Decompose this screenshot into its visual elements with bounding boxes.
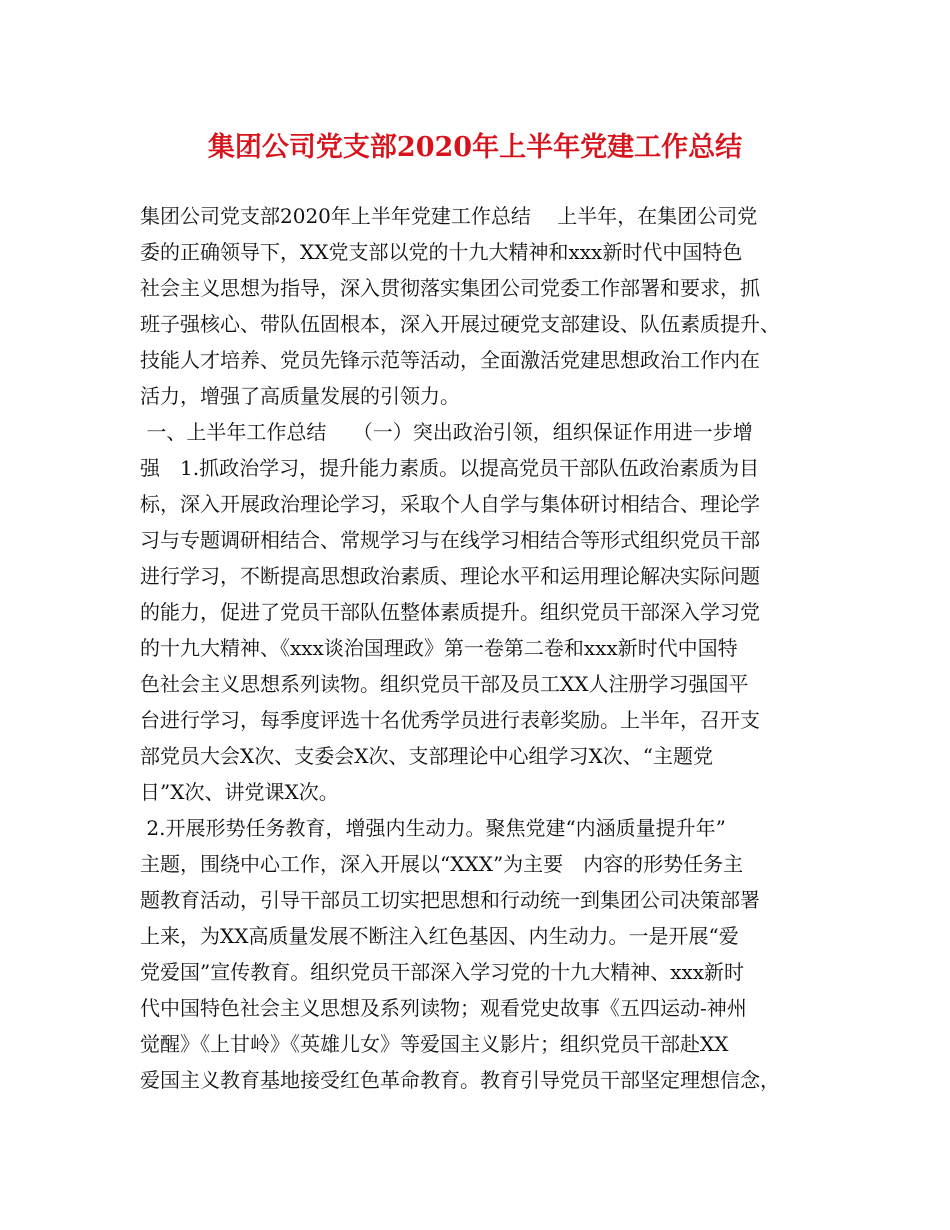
body-line: 党爱国”宣传教育。组织党员干部深入学习党的十九大精神、xxx新时 bbox=[140, 960, 745, 984]
body-line: 主题，围绕中心工作，深入开展以“XXX”为主要 内容的形势任务主 bbox=[140, 852, 744, 876]
body-line: 的能力，促进了党员干部队伍整体素质提升。组织党员干部深入学习党 bbox=[140, 600, 760, 624]
body-line: 班子强核心、带队伍固根本，深入开展过硬党支部建设、队伍素质提升、 bbox=[140, 312, 780, 336]
body-line: 代中国特色社会主义思想及系列读物；观看党史故事《五四运动-神州 bbox=[140, 996, 747, 1020]
body-line: 社会主义思想为指导，深入贯彻落实集团公司党委工作部署和要求，抓 bbox=[140, 276, 760, 300]
body-line: 强 1.抓政治学习，提升能力素质。以提高党员干部队伍政治素质为目 bbox=[140, 456, 760, 480]
document-title: 集团公司党支部2020年上半年党建工作总结 bbox=[207, 132, 743, 163]
body-line: 进行学习，不断提高思想政治素质、理论水平和运用理论解决实际问题 bbox=[140, 564, 760, 588]
body-line: 集团公司党支部2020年上半年党建工作总结 上半年，在集团公司党 bbox=[140, 204, 758, 228]
body-line: 技能人才培养、党员先锋示范等活动，全面激活党建思想政治工作内在 bbox=[140, 348, 760, 372]
document-body bbox=[140, 198, 820, 1098]
body-line: 题教育活动，引导干部员工切实把思想和行动统一到集团公司决策部署 bbox=[140, 888, 760, 912]
body-line: 一、上半年工作总结 （一）突出政治引领，组织保证作用进一步增 bbox=[140, 420, 753, 444]
body-line: 的十九大精神、《xxx谈治国理政》第一卷第二卷和xxx新时代中国特 bbox=[140, 636, 738, 660]
body-line: 上来，为XX高质量发展不断注入红色基因、内生动力。一是开展“爱 bbox=[140, 924, 739, 948]
body-line: 台进行学习，每季度评选十名优秀学员进行表彰奖励。上半年，召开支 bbox=[140, 708, 760, 732]
body-line: 委的正确领导下，XX党支部以党的十九大精神和xxx新时代中国特色 bbox=[140, 240, 743, 264]
body-line: 活力，增强了高质量发展的引领力。 bbox=[140, 384, 460, 408]
body-line: 标，深入开展政治理论学习，采取个人自学与集体研讨相结合、理论学 bbox=[140, 492, 760, 516]
body-line: 部党员大会X次、支委会X次、支部理论中心组学习X次、“主题党 bbox=[140, 744, 713, 768]
body-line: 习与专题调研相结合、常规学习与在线学习相结合等形式组织党员干部 bbox=[140, 528, 760, 552]
body-line: 日”X次、讲党课X次。 bbox=[140, 780, 339, 804]
body-line: 色社会主义思想系列读物。组织党员干部及员工XX人注册学习强国平 bbox=[140, 672, 749, 696]
body-line: 2.开展形势任务教育，增强内生动力。聚焦党建“内涵质量提升年” bbox=[140, 816, 726, 840]
body-line: 爱国主义教育基地接受红色革命教育。教育引导党员干部坚定理想信念， bbox=[140, 1068, 780, 1092]
body-line: 觉醒》《上甘岭》《英雄儿女》等爱国主义影片；组织党员干部赴XX bbox=[140, 1032, 729, 1056]
